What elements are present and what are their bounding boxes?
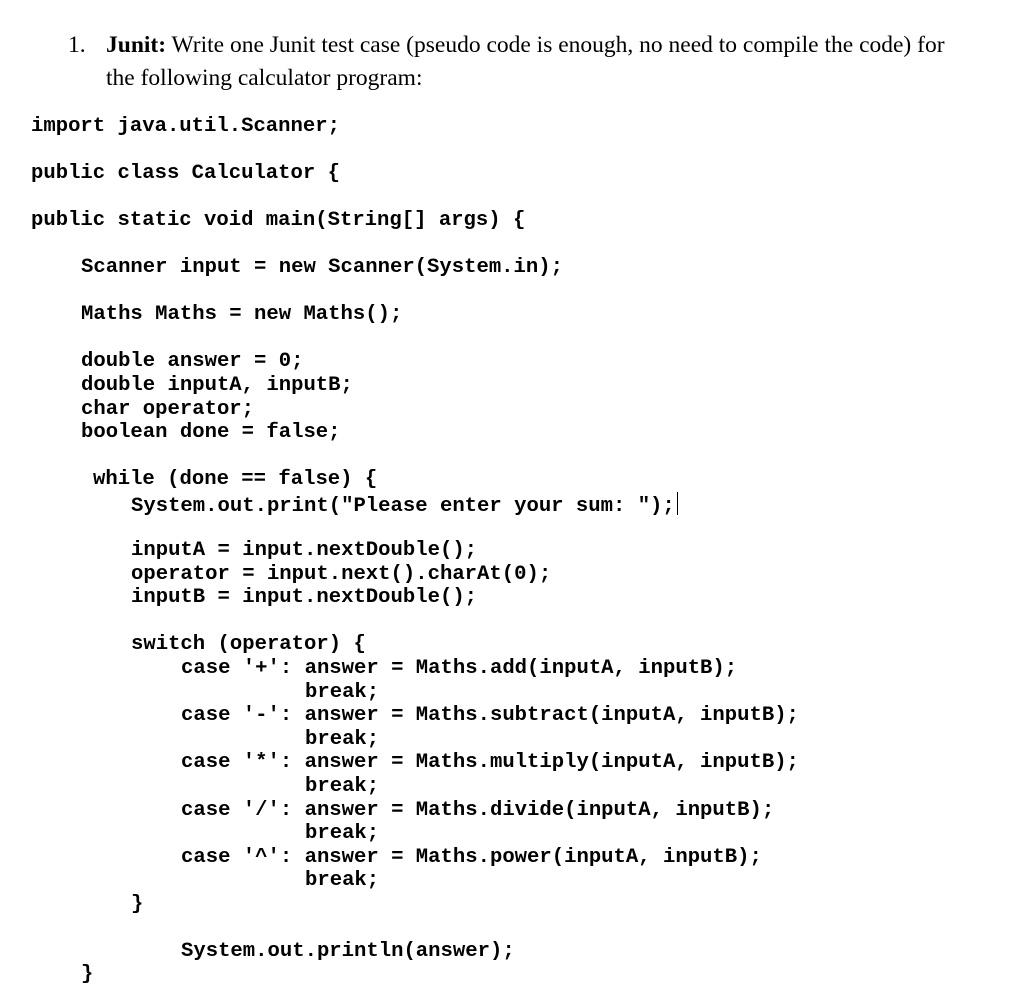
code-line: while (done == false) { [93,468,378,491]
code-line: case '/': answer = Maths.divide(inputA, inputB); [181,799,775,822]
code-line: case '^': answer = Maths.power(inputA, inputB); [181,846,762,869]
code-line: inputB = input.nextDouble(); [131,586,478,609]
question-number: 1. [68,32,86,58]
question-line-2: the following calculator program: [106,65,423,91]
code-line: double inputA, inputB; [81,374,353,397]
code-line: break; [305,681,380,704]
code-line: import java.util.Scanner; [31,115,340,138]
text-cursor [677,492,678,515]
code-line: System.out.print("Please enter your sum: "); [131,495,675,518]
code-line: boolean done = false; [81,421,341,444]
code-line: break; [305,728,380,751]
code-line: operator = input.next().charAt(0); [131,563,552,586]
code-line: inputA = input.nextDouble(); [131,539,478,562]
code-line: public class Calculator { [31,162,340,185]
code-line: case '*': answer = Maths.multiply(inputA, inputB); [181,751,799,774]
question-title: Junit: [106,32,167,58]
code-line: break; [305,869,380,892]
code-line: Maths Maths = new Maths(); [81,303,403,326]
code-line: case '+': answer = Maths.add(inputA, inputB); [181,657,738,680]
code-line-with-caret [131,492,678,516]
code-line: char operator; [81,398,255,421]
code-line: } [81,963,94,986]
code-line: System.out.println(answer); [181,940,515,963]
code-line: switch (operator) { [131,633,366,656]
code-line: } [131,893,144,916]
question-text-1: Write one Junit test case (pseudo code is enough, no need to compile the code) for [166,32,945,58]
code-line: Scanner input = new Scanner(System.in); [81,256,563,279]
code-line: double answer = 0; [81,350,304,373]
code-line: break; [305,775,380,798]
code-line: case '-': answer = Maths.subtract(inputA, inputB); [181,704,799,727]
code-line: break; [305,822,380,845]
code-line: public static void main(String[] args) { [31,209,526,232]
